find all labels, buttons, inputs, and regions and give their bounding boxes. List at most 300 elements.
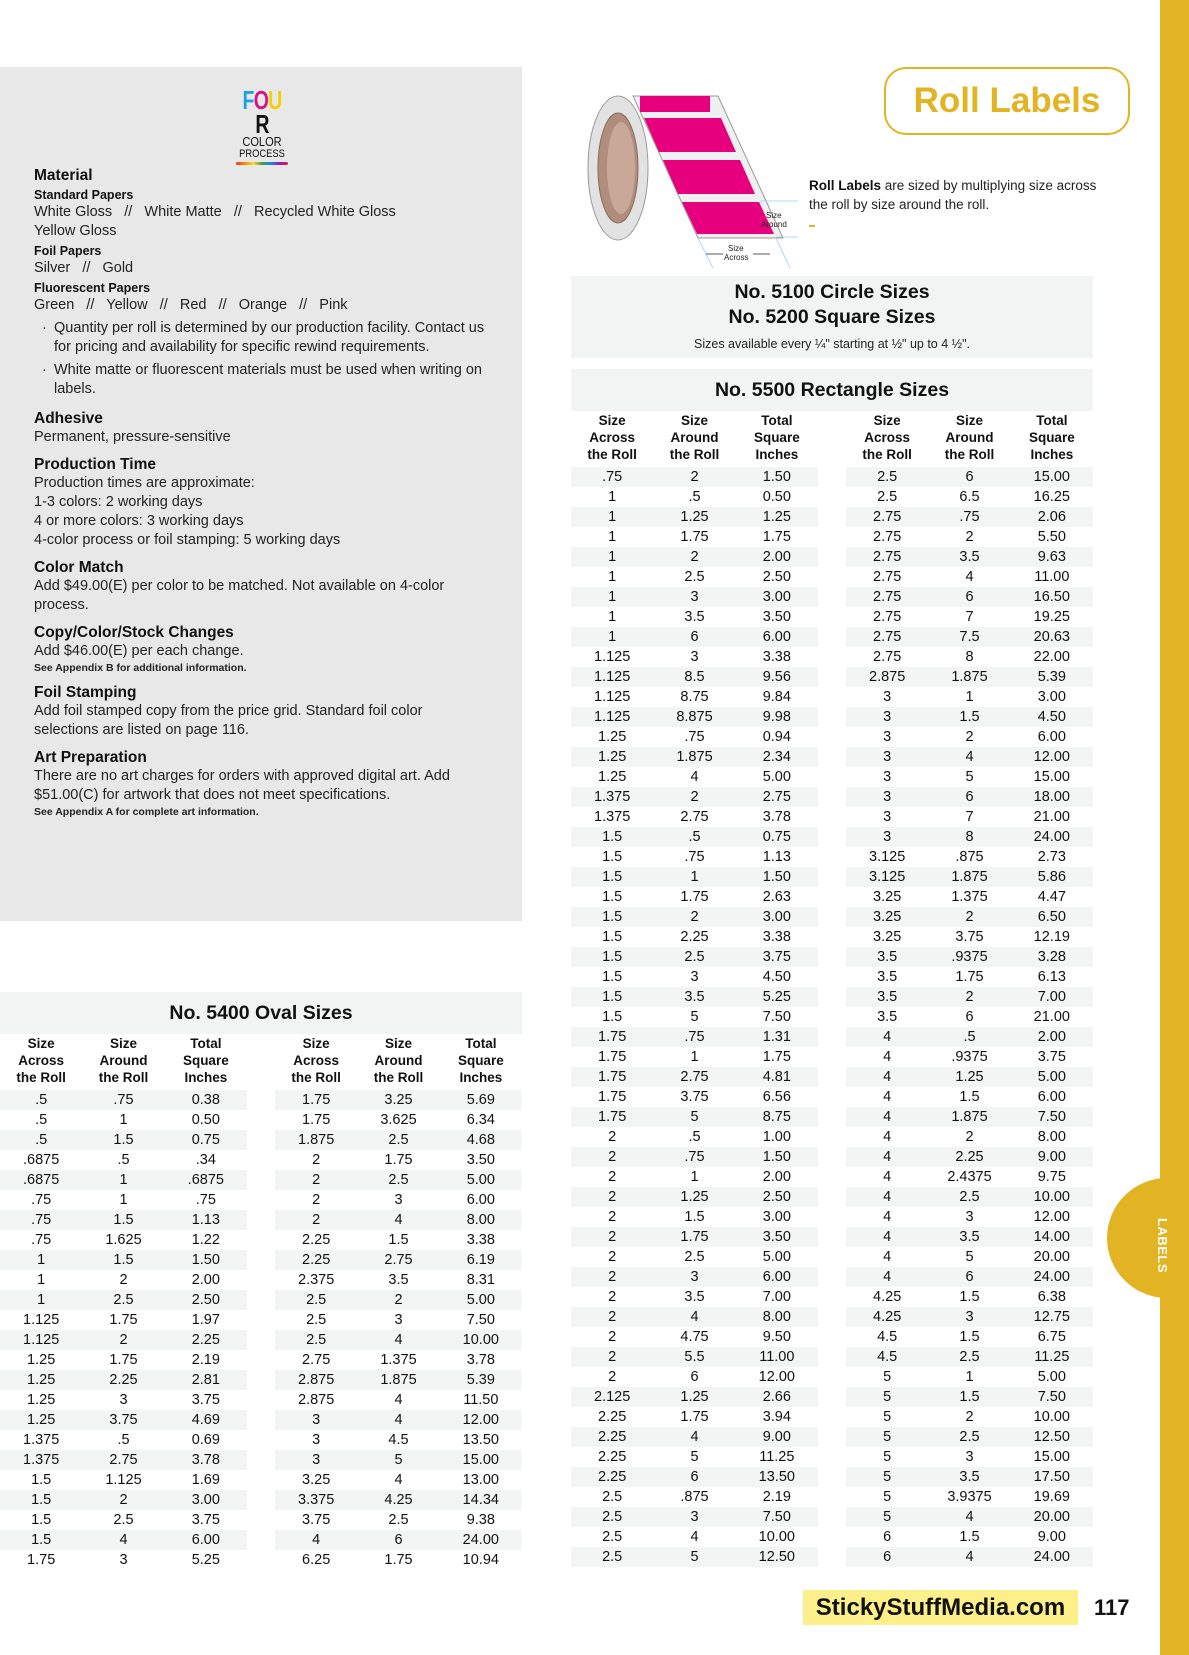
size-around-cell: 3	[653, 1507, 735, 1527]
total-square-inches-cell: 3.78	[165, 1450, 247, 1470]
total-square-inches-cell: 3.00	[762, 1209, 791, 1225]
size-around-cell: 5	[965, 769, 974, 785]
size-around-cell: 2	[653, 467, 735, 487]
size-across-cell: 3	[275, 1450, 357, 1470]
adhesive-heading: Adhesive	[34, 410, 103, 427]
table-row	[846, 707, 1093, 727]
total-square-inches-cell: 7.00	[762, 1289, 791, 1305]
rectangle-table-right	[846, 411, 1093, 1567]
size-across-cell: 1.125	[571, 707, 653, 727]
size-around-cell: 2	[928, 907, 1010, 927]
total-square-inches-cell: 1.31	[736, 1027, 818, 1047]
total-square-inches-cell: 5.25	[736, 987, 818, 1007]
size-across-cell: 3	[883, 769, 892, 785]
table-row	[846, 1347, 1093, 1367]
table-row	[0, 1110, 247, 1130]
size-around-cell: 4	[928, 747, 1010, 767]
size-around-cell: .75	[653, 1027, 735, 1047]
total-square-inches-cell: 3.94	[762, 1409, 791, 1425]
size-around-cell: 1.875	[928, 1107, 1010, 1127]
size-across-cell: 3.125	[869, 849, 906, 865]
table-row	[571, 1447, 818, 1467]
table-row	[0, 1530, 247, 1550]
total-square-inches-cell: 2.66	[736, 1387, 818, 1407]
total-square-inches-cell: 21.00	[1033, 1009, 1070, 1025]
size-around-cell: 2	[965, 1129, 974, 1145]
size-around-cell: 4	[357, 1210, 439, 1230]
changes-heading: Copy/Color/Stock Changes	[34, 624, 234, 641]
size-across-cell: 4	[846, 1027, 928, 1047]
size-across-cell: 1.875	[275, 1130, 357, 1150]
total-square-inches-cell: 9.56	[736, 667, 818, 687]
size-around-cell: 1.625	[105, 1232, 142, 1248]
size-across-cell: 3.5	[846, 947, 928, 967]
table-row	[275, 1530, 522, 1550]
table-row	[571, 567, 818, 587]
column-header: Total Square Inches	[165, 1034, 247, 1090]
table-header-row	[846, 411, 1093, 467]
table-row	[275, 1110, 522, 1130]
table-row	[846, 1207, 1093, 1227]
table-row	[846, 727, 1093, 747]
art-preparation-note: See Appendix A for complete art information.	[34, 806, 259, 818]
size-across-cell: 3	[846, 787, 928, 807]
size-around-cell: 1.25	[653, 1187, 735, 1207]
total-square-inches-cell: 8.00	[440, 1210, 522, 1230]
size-around-label: Size	[766, 211, 782, 220]
table-row	[846, 1407, 1093, 1427]
size-across-cell: 2.75	[873, 609, 902, 625]
size-around-cell: 1.75	[955, 969, 984, 985]
total-square-inches-cell: 24.00	[1011, 1547, 1093, 1567]
size-around-cell: 4	[653, 1427, 735, 1447]
circle-square-sizes-box	[571, 276, 1093, 358]
size-across-cell: 3	[883, 689, 892, 705]
bullet-icon: ·	[42, 362, 47, 378]
table-row	[275, 1490, 522, 1510]
size-across-cell: 4	[846, 1267, 928, 1287]
size-around-cell: 4	[357, 1410, 439, 1430]
table-row	[846, 1167, 1093, 1187]
table-row	[571, 1547, 818, 1567]
standard-papers-list: White Gloss // White Matte // Recycled White Gloss	[34, 204, 396, 220]
size-around-cell: .5	[688, 489, 701, 505]
size-across-cell: 1.5	[571, 907, 653, 927]
size-around-cell: 1.875	[928, 667, 1010, 687]
size-around-cell: 4	[357, 1330, 439, 1350]
size-across-cell: 2.25	[571, 1427, 653, 1447]
total-square-inches-cell: 6.19	[440, 1250, 522, 1270]
table-row	[275, 1470, 522, 1490]
label-shape	[682, 202, 774, 234]
material-heading: Material	[34, 167, 93, 184]
table-row	[846, 527, 1093, 547]
size-around-cell: 2	[965, 1409, 974, 1425]
total-square-inches-cell: 8.00	[1037, 1129, 1066, 1145]
total-square-inches-cell: 3.78	[762, 809, 791, 825]
size-around-cell: 3	[653, 1267, 735, 1287]
table-row	[275, 1130, 522, 1150]
size-across-cell: 2.25	[598, 1449, 627, 1465]
size-across-label-2: Across	[724, 253, 749, 262]
table-row	[275, 1350, 522, 1370]
size-across-cell: 2.25	[571, 1467, 653, 1487]
size-around-cell: 1.875	[928, 867, 1010, 887]
size-around-cell: 2	[928, 987, 1010, 1007]
table-row	[846, 1027, 1093, 1047]
column-header: Size Around the Roll	[928, 411, 1010, 467]
total-square-inches-cell: 24.00	[440, 1530, 522, 1550]
total-square-inches-cell: 3.75	[191, 1392, 220, 1408]
total-square-inches-cell: 2.00	[191, 1272, 220, 1288]
size-across-cell: 4	[883, 1209, 892, 1225]
table-row	[275, 1430, 522, 1450]
table-row	[571, 707, 818, 727]
table-row	[0, 1490, 247, 1510]
section-tab-labels[interactable]	[1107, 1178, 1189, 1298]
size-across-cell: 5	[846, 1467, 928, 1487]
table-row	[571, 1467, 818, 1487]
total-square-inches-cell: 2.00	[736, 547, 818, 567]
table-row	[846, 1267, 1093, 1287]
size-across-cell: 5	[883, 1369, 892, 1385]
size-around-cell: 8.75	[680, 689, 709, 705]
total-square-inches-cell: 5.00	[762, 769, 791, 785]
size-across-cell: 1.75	[275, 1090, 357, 1110]
total-square-inches-cell: 13.50	[462, 1432, 499, 1448]
size-around-cell: 8.875	[653, 707, 735, 727]
total-square-inches-cell: 7.50	[736, 1507, 818, 1527]
size-across-cell: 2	[608, 1369, 617, 1385]
size-across-cell: .5	[0, 1130, 82, 1150]
size-around-cell: 1.25	[928, 1067, 1010, 1087]
table-row	[571, 1427, 818, 1447]
table-row	[846, 807, 1093, 827]
total-square-inches-cell: 5.00	[1011, 1067, 1093, 1087]
size-around-cell: 1.75	[680, 1409, 709, 1425]
size-around-cell: 3.5	[684, 609, 705, 625]
size-across-cell: 3.25	[873, 889, 902, 905]
table-row	[0, 1470, 247, 1490]
total-square-inches-cell: 6.00	[736, 1267, 818, 1287]
size-around-cell: 4	[653, 1307, 735, 1327]
size-around-cell: 3	[690, 969, 699, 985]
table-row	[275, 1090, 522, 1110]
table-row	[275, 1290, 522, 1310]
color-match-heading: Color Match	[34, 559, 124, 576]
size-across-cell: 2.75	[846, 627, 928, 647]
total-square-inches-cell: 12.00	[1033, 1209, 1070, 1225]
size-across-cell: 1	[0, 1290, 82, 1310]
size-across-cell: .75	[571, 467, 653, 487]
table-row	[846, 1387, 1093, 1407]
rectangle-sizes-table	[571, 369, 1093, 1567]
size-around-cell: 3	[394, 1192, 403, 1208]
size-across-cell: 2	[571, 1347, 653, 1367]
size-around-cell: .5	[928, 1027, 1010, 1047]
size-around-cell: 3.75	[955, 929, 984, 945]
table-row	[275, 1390, 522, 1410]
total-square-inches-cell: 6.00	[1037, 729, 1066, 745]
total-square-inches-cell: 11.25	[1011, 1347, 1093, 1367]
size-across-cell: 5	[846, 1387, 928, 1407]
logo-four	[240, 85, 285, 139]
size-across-cell: 1	[608, 609, 617, 625]
size-around-cell: 4	[690, 1529, 699, 1545]
rectangle-table-left	[571, 411, 818, 1567]
roll-core	[588, 96, 648, 240]
size-across-cell: 6.25	[302, 1552, 331, 1568]
table-row	[0, 1270, 247, 1290]
size-around-cell: 2.5	[928, 1347, 1010, 1367]
total-square-inches-cell: 3.50	[466, 1152, 495, 1168]
size-across-cell: 2.875	[298, 1392, 335, 1408]
art-preparation-text: There are no art charges for orders with approved digital art. Add $51.00(C) for artwork that does not meet specifications.	[34, 768, 450, 803]
size-around-cell: 5	[690, 1009, 699, 1025]
total-square-inches-cell: 0.75	[736, 827, 818, 847]
total-square-inches-cell: 4.47	[1037, 889, 1066, 905]
table-row	[571, 467, 818, 487]
total-square-inches-cell: 2.81	[165, 1370, 247, 1390]
size-around-cell: 2.75	[82, 1450, 164, 1470]
table-row	[846, 1467, 1093, 1487]
size-around-cell: 2.5	[357, 1170, 439, 1190]
table-row	[846, 487, 1093, 507]
fluorescent-papers-heading: Fluorescent Papers	[34, 281, 151, 295]
total-square-inches-cell: 9.00	[1011, 1147, 1093, 1167]
size-around-cell: 1	[119, 1112, 128, 1128]
size-across-cell: .75	[31, 1232, 52, 1248]
size-around-cell: 1	[965, 689, 974, 705]
size-across-cell: 2.25	[302, 1232, 331, 1248]
size-across-cell: 1.5	[571, 987, 653, 1007]
table-row	[571, 1267, 818, 1287]
total-square-inches-cell: 1.22	[191, 1232, 220, 1248]
total-square-inches-cell: 2.73	[1037, 849, 1066, 865]
size-across-cell: 1.25	[27, 1392, 56, 1408]
page-number: 117	[1094, 1595, 1130, 1620]
size-around-cell: 3.25	[357, 1090, 439, 1110]
production-line: 4-color process or foil stamping: 5 working days	[34, 532, 341, 548]
total-square-inches-cell: 7.50	[762, 1009, 791, 1025]
size-across-cell: 1.5	[31, 1512, 52, 1528]
table-row	[846, 1287, 1093, 1307]
total-square-inches-cell: 2.19	[191, 1352, 220, 1368]
size-across-cell: 1.5	[602, 889, 623, 905]
size-around-cell: 3.625	[380, 1112, 417, 1128]
oval-table-right	[275, 1034, 522, 1570]
total-square-inches-cell: 2.25	[165, 1330, 247, 1350]
size-around-cell: 1.5	[928, 1387, 1010, 1407]
table-row	[275, 1250, 522, 1270]
size-around-cell: 6	[928, 787, 1010, 807]
table-row	[571, 647, 818, 667]
total-square-inches-cell: 3.00	[736, 587, 818, 607]
size-around-cell: 3	[965, 1449, 974, 1465]
size-around-cell: 2.5	[113, 1512, 134, 1528]
size-around-cell: 1.5	[959, 1289, 980, 1305]
column-header: Total Square Inches	[440, 1034, 522, 1090]
total-square-inches-cell: 4.50	[762, 969, 791, 985]
table-row	[275, 1550, 522, 1570]
total-square-inches-cell: 13.50	[736, 1467, 818, 1487]
foil-papers-list: Silver // Gold	[34, 260, 134, 276]
size-around-cell: 1.5	[82, 1210, 164, 1230]
table-row	[571, 1147, 818, 1167]
total-square-inches-cell: 5.00	[440, 1290, 522, 1310]
size-across-cell: .6875	[23, 1152, 60, 1168]
table-row	[846, 687, 1093, 707]
table-row	[275, 1190, 522, 1210]
size-around-cell: 1.5	[684, 1209, 705, 1225]
size-across-cell: 3.5	[846, 987, 928, 1007]
table-row	[0, 1250, 247, 1270]
total-square-inches-cell: 2.63	[762, 889, 791, 905]
size-around-cell: 6	[928, 467, 1010, 487]
logo-letter-r: R	[255, 109, 269, 139]
table-row	[0, 1450, 247, 1470]
table-row	[0, 1370, 247, 1390]
table-row	[846, 667, 1093, 687]
total-square-inches-cell: 5.25	[191, 1552, 220, 1568]
size-table	[0, 1034, 247, 1570]
size-table	[846, 411, 1093, 1567]
total-square-inches-cell: 6.56	[762, 1089, 791, 1105]
table-row	[846, 1067, 1093, 1087]
total-square-inches-cell: 7.00	[1011, 987, 1093, 1007]
page-title: Roll Labels	[884, 67, 1130, 135]
website-link[interactable]: StickyStuffMedia.com	[803, 1590, 1078, 1625]
total-square-inches-cell: 6.50	[1011, 907, 1093, 927]
total-square-inches-cell: .6875	[165, 1170, 247, 1190]
total-square-inches-cell: 3.50	[762, 609, 791, 625]
size-around-cell: 2	[965, 529, 974, 545]
total-square-inches-cell: 18.00	[1011, 787, 1093, 807]
total-square-inches-cell: 8.00	[736, 1307, 818, 1327]
total-square-inches-cell: 1.50	[736, 867, 818, 887]
info-content	[34, 160, 504, 819]
size-around-cell: 2	[82, 1330, 164, 1350]
total-square-inches-cell: 8.31	[466, 1272, 495, 1288]
table-row	[846, 1547, 1093, 1567]
size-around-cell: 4.5	[388, 1432, 409, 1448]
total-square-inches-cell: 6.00	[1037, 1089, 1066, 1105]
size-across-cell: 3	[846, 707, 928, 727]
total-square-inches-cell: 3.50	[736, 1227, 818, 1247]
table-row	[846, 1227, 1093, 1247]
size-around-cell: 1.25	[653, 1387, 735, 1407]
total-square-inches-cell: 21.00	[1033, 809, 1070, 825]
size-around-cell: 2.75	[653, 1067, 735, 1087]
size-across-cell: 1.5	[571, 947, 653, 967]
size-around-cell: 3.9375	[947, 1489, 992, 1505]
size-across-cell: 3.25	[846, 907, 928, 927]
size-around-cell: .75	[928, 507, 1010, 527]
table-row	[0, 1430, 247, 1450]
size-across-cell: 1	[608, 489, 617, 505]
size-across-cell: 2	[571, 1227, 653, 1247]
size-across-cell: 6	[846, 1547, 928, 1567]
size-around-cell: 6	[653, 1467, 735, 1487]
size-across-cell: 4	[846, 1227, 928, 1247]
total-square-inches-cell: 5.00	[1037, 1369, 1066, 1385]
size-across-cell: 2.5	[571, 1507, 653, 1527]
size-across-label: Size	[728, 244, 744, 253]
table-row	[571, 987, 818, 1007]
total-square-inches-cell: 2.19	[762, 1489, 791, 1505]
oval-table-title: No. 5400 Oval Sizes	[0, 992, 522, 1034]
size-around-cell: 2	[119, 1272, 128, 1288]
material-bullet-text: Quantity per roll is determined by our production facility. Contact us for pricing and availability for specific rewind requirements.	[54, 320, 485, 355]
table-header-row	[275, 1034, 522, 1090]
table-row	[571, 587, 818, 607]
size-around-cell: 3	[928, 1307, 1010, 1327]
size-around-cell: 1.5	[959, 1329, 980, 1345]
table-row	[846, 647, 1093, 667]
total-square-inches-cell: 12.50	[736, 1547, 818, 1567]
table-row	[571, 1007, 818, 1027]
size-around-cell: 4	[82, 1530, 164, 1550]
table-row	[571, 547, 818, 567]
size-across-cell: 1.5	[31, 1472, 52, 1488]
total-square-inches-cell: 2.75	[736, 787, 818, 807]
size-across-cell: 2.375	[298, 1272, 335, 1288]
size-around-cell: 2.4375	[947, 1169, 992, 1185]
size-table	[571, 411, 818, 1567]
column-header: Size Around the Roll	[653, 411, 735, 467]
side-accent-bar	[1160, 0, 1189, 1655]
total-square-inches-cell: 0.38	[165, 1090, 247, 1110]
size-around-cell: 3	[653, 587, 735, 607]
size-across-cell: 5	[883, 1409, 892, 1425]
total-square-inches-cell: 2.00	[762, 1169, 791, 1185]
size-around-label-2: Around	[761, 220, 787, 229]
table-row	[571, 1347, 818, 1367]
size-across-cell: 5	[846, 1427, 928, 1447]
total-square-inches-cell: 19.25	[1033, 609, 1070, 625]
size-around-cell: .75	[82, 1090, 164, 1110]
total-square-inches-cell: 8.75	[736, 1107, 818, 1127]
total-square-inches-cell: 20.63	[1011, 627, 1093, 647]
total-square-inches-cell: 5.50	[1037, 529, 1066, 545]
size-across-cell: 3.5	[877, 969, 898, 985]
size-around-cell: .875	[955, 849, 984, 865]
size-around-cell: .5	[653, 827, 735, 847]
column-header: Size Across the Roll	[571, 411, 653, 467]
table-row	[571, 767, 818, 787]
total-square-inches-cell: 10.00	[1011, 1187, 1093, 1207]
material-bullet	[34, 319, 504, 357]
table-row	[846, 867, 1093, 887]
description-bold: Roll Labels	[809, 178, 882, 193]
size-across-cell: 5	[846, 1507, 928, 1527]
size-across-cell: 2	[608, 1329, 617, 1345]
size-across-cell: 2.5	[877, 489, 898, 505]
total-square-inches-cell: 11.50	[463, 1392, 499, 1408]
table-row	[275, 1310, 522, 1330]
size-around-cell: 2.25	[680, 929, 709, 945]
size-around-cell: 2.5	[684, 1249, 705, 1265]
size-across-cell: 1.75	[571, 1107, 653, 1127]
roll-label-diagram	[578, 88, 798, 268]
size-across-cell: 2.5	[275, 1290, 357, 1310]
size-across-cell: 2.75	[846, 587, 928, 607]
size-around-cell: .875	[680, 1489, 709, 1505]
table-header-row	[0, 1034, 247, 1090]
total-square-inches-cell: 2.34	[736, 747, 818, 767]
table-row	[0, 1310, 247, 1330]
size-around-cell: 6	[928, 587, 1010, 607]
